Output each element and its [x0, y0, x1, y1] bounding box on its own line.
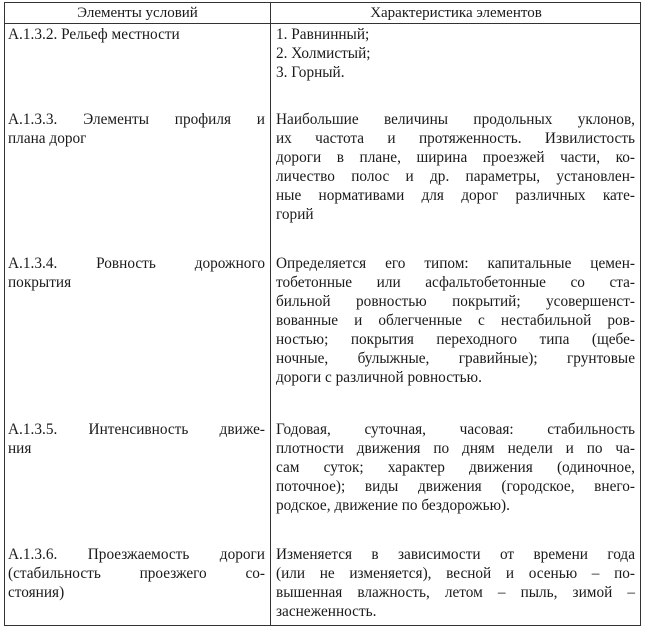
- element-cell: [8, 545, 265, 602]
- characteristic-line: Годовая, суточная, часовая: стабильность: [276, 421, 635, 438]
- characteristic-cell: [276, 420, 635, 515]
- characteristic-line: 2. Холмистый;: [276, 45, 371, 62]
- characteristic-line: тобетонные или асфальтобетонные со ста-: [276, 274, 635, 291]
- characteristic-line: Изменяется в зависимости от времени года: [276, 546, 635, 563]
- characteristic-line: Наибольшие величины продольных уклонов,: [276, 111, 635, 128]
- characteristic-line: их частота и протяженность. Извилистость: [276, 130, 635, 147]
- characteristic-line: ностью; покрытия переходного типа (щебе-: [276, 331, 635, 348]
- characteristic-line: личество полос и др. параметры, установлен-: [276, 168, 635, 185]
- characteristic-line: дороги с различной ровностью.: [276, 369, 482, 386]
- characteristic-line: бильной ровностью покрытий; усовершенст-: [276, 293, 635, 310]
- element-line: покрытия: [8, 274, 72, 291]
- element-cell: [8, 25, 265, 44]
- characteristic-line: вышенная влажность, летом – пыль, зимой –: [276, 584, 635, 601]
- characteristic-line: плотности движения по дням недели и по ча-: [276, 440, 635, 457]
- element-cell: [8, 420, 265, 458]
- element-line: стояния): [8, 584, 65, 601]
- element-line: А.1.3.6. Проезжаемость дороги: [8, 546, 265, 563]
- element-line: А.1.3.2. Рельеф местности: [8, 26, 180, 43]
- characteristic-cell: [276, 25, 635, 82]
- element-line: А.1.3.4. Ровность дорожного: [8, 255, 265, 272]
- characteristic-line: поточное); виды движения (городское, внего-: [276, 478, 635, 495]
- characteristic-cell: [276, 110, 635, 224]
- conditions-table: [4, 2, 641, 626]
- element-line: А.1.3.5. Интенсивность движе-: [8, 421, 265, 438]
- column-divider: [270, 3, 271, 625]
- element-line: ния: [8, 440, 32, 457]
- characteristic-cell: [276, 545, 635, 621]
- characteristic-line: ные нормативами для дорог различных кате-: [276, 187, 635, 204]
- element-line: плана дорог: [8, 130, 87, 147]
- element-line: (стабильность проезжего со-: [8, 565, 265, 582]
- table-header: [5, 3, 640, 24]
- characteristic-cell: [276, 254, 635, 387]
- characteristic-line: заснеженность.: [276, 603, 377, 620]
- header-elements: Элементы условий: [77, 5, 198, 21]
- characteristic-line: ночные, булыжные, гравийные); грунтовые: [276, 350, 635, 367]
- characteristic-line: дороги в плане, ширина проезжей части, ко-: [276, 149, 635, 166]
- characteristic-line: 1. Равнинный;: [276, 26, 370, 43]
- characteristic-line: горий: [276, 206, 314, 223]
- characteristic-line: родское, движение по бездорожью).: [276, 497, 510, 514]
- characteristic-line: Определяется его типом: капитальные цемен-: [276, 255, 635, 272]
- element-line: А.1.3.3. Элементы профиля и: [8, 111, 265, 128]
- header-characteristics: Характеристика элементов: [370, 5, 542, 21]
- element-cell: [8, 254, 265, 292]
- characteristic-line: сам суток; характер движения (одиночное,: [276, 459, 635, 476]
- characteristic-line: (или не изменяется), весной и осенью – по-: [276, 565, 635, 582]
- characteristic-line: 3. Горный.: [276, 64, 345, 81]
- characteristic-line: вованные и облегченные с нестабильной ров-: [276, 312, 635, 329]
- element-cell: [8, 110, 265, 148]
